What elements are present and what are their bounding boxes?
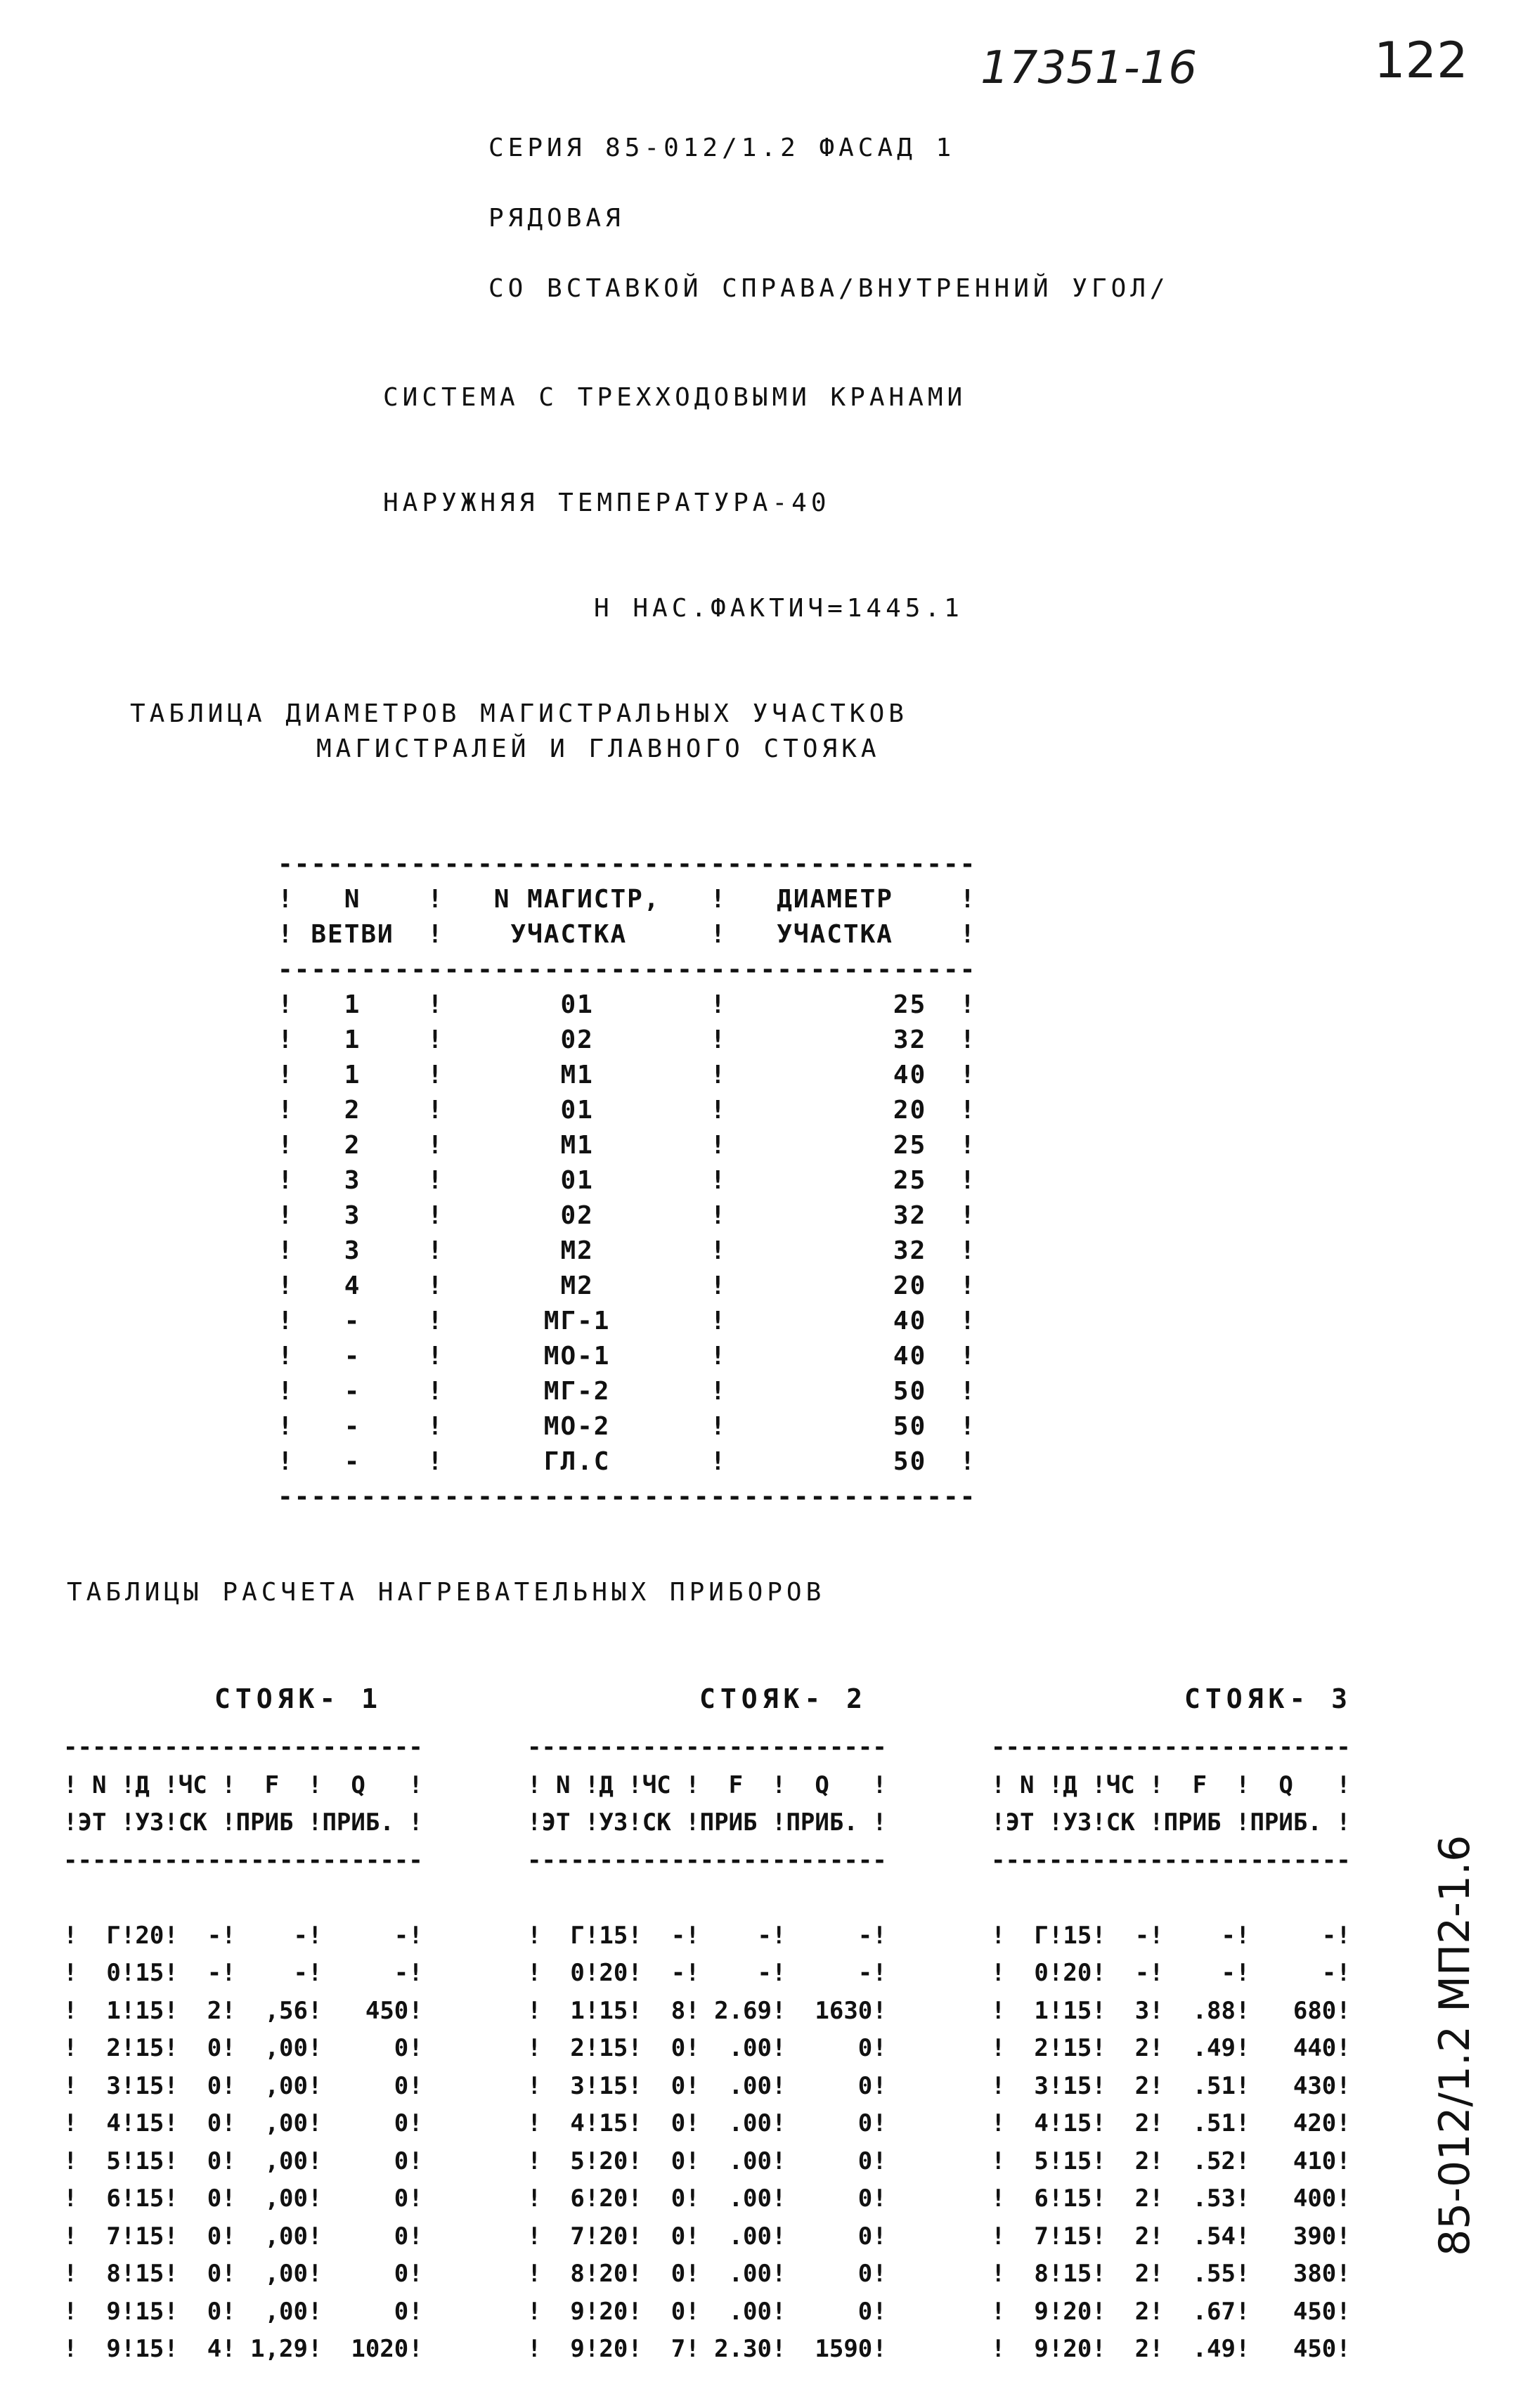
table-header-row: !ЭТ !УЗ!СК !ПРИБ !ПРИБ. ! xyxy=(527,1808,887,1837)
table-header-row: ! N !Д !ЧС ! F ! Q ! xyxy=(991,1771,1351,1799)
table-row: ! 6!20! 0! .00! 0! xyxy=(527,2184,887,2213)
table-row: ! 6!15! 2! .53! 400! xyxy=(991,2184,1351,2213)
table-row: ! 9!15! 4! 1,29! 1020! xyxy=(63,2335,423,2363)
table-row: ! 7!20! 0! .00! 0! xyxy=(527,2222,887,2251)
table-row: ! 0!15! -! -! -! xyxy=(63,1959,423,1987)
riser-3-title: СТОЯК- 3 xyxy=(1184,1683,1353,1714)
table-row: ! 7!15! 2! .54! 390! xyxy=(991,2222,1351,2251)
riser-2-table xyxy=(527,1729,887,2369)
table-header-row: ! N !Д !ЧС ! F ! Q ! xyxy=(63,1771,423,1799)
handwritten-page-number: 122 xyxy=(1374,32,1468,89)
table-row: ! 1!15! 3! .88! 680! xyxy=(991,1996,1351,2025)
table-row: ! 4 ! М2 ! 20 ! xyxy=(278,1271,977,1300)
table-row: ! - ! МО-2 ! 50 ! xyxy=(278,1412,977,1441)
table-row: ! 2!15! 0! ,00! 0! xyxy=(63,2034,423,2062)
table-row: ! - ! МО-1 ! 40 ! xyxy=(278,1342,977,1371)
insert-line: СО ВСТАВКОЙ СПРАВА/ВНУТРЕННИЙ УГОЛ/ xyxy=(488,274,1170,303)
table-rule: ------------------------- xyxy=(991,1733,1351,1761)
table-row: ! 1 ! 01 ! 25 ! xyxy=(278,990,977,1019)
handwritten-document-number: 17351-16 xyxy=(980,42,1198,94)
diameters-title-line-1: ТАБЛИЦА ДИАМЕТРОВ МАГИСТРАЛЬНЫХ УЧАСТКОВ xyxy=(130,699,908,728)
riser-3-table xyxy=(991,1729,1351,2369)
series-line: СЕРИЯ 85-012/1.2 ФАСАД 1 xyxy=(488,134,956,162)
side-stamp: 85-012/1.2 МП2-1.6 xyxy=(1430,1834,1479,2256)
table-row: ! 1 ! 02 ! 32 ! xyxy=(278,1025,977,1054)
system-line: СИСТЕМА С ТРЕХХОДОВЫМИ КРАНАМИ xyxy=(383,383,967,412)
table-row: ! 3!15! 0! ,00! 0! xyxy=(63,2071,423,2100)
diameters-table xyxy=(278,847,976,1515)
table-row: ! 1!15! 2! ,56! 450! xyxy=(63,1996,423,2025)
table-row: ! 0!20! -! -! -! xyxy=(991,1959,1351,1987)
table-row: ! - ! МГ-1 ! 40 ! xyxy=(278,1307,977,1335)
riser-1-table xyxy=(63,1729,423,2369)
table-rule: ------------------------------------------ xyxy=(278,1482,977,1511)
table-row: ! Г!15! -! -! -! xyxy=(991,1921,1351,1950)
table-row: ! 4!15! 0! ,00! 0! xyxy=(63,2109,423,2137)
table-rule: ------------------------------------------ xyxy=(278,850,977,879)
table-row: ! 4!15! 0! .00! 0! xyxy=(527,2109,887,2137)
table-row: ! 5!15! 0! ,00! 0! xyxy=(63,2147,423,2175)
table-row: ! 3!15! 2! .51! 430! xyxy=(991,2071,1351,2100)
table-row: ! 5!15! 2! .52! 410! xyxy=(991,2147,1351,2175)
table-header-row: ! N ! N МАГИСТР, ! ДИАМЕТР ! xyxy=(278,885,977,914)
table-rule: ------------------------- xyxy=(63,1846,423,1875)
table-rule: ------------------------- xyxy=(63,1733,423,1761)
table-row: ! 1 ! М1 ! 40 ! xyxy=(278,1061,977,1089)
table-row: ! 3 ! М2 ! 32 ! xyxy=(278,1236,977,1265)
pump-head-line: Н НАС.ФАКТИЧ=1445.1 xyxy=(594,594,964,623)
table-row: ! 2!15! 2! .49! 440! xyxy=(991,2034,1351,2062)
riser-1-title: СТОЯК- 1 xyxy=(214,1683,383,1714)
table-row: ! - ! МГ-2 ! 50 ! xyxy=(278,1377,977,1406)
table-row: ! Г!15! -! -! -! xyxy=(527,1921,887,1950)
table-row: ! 3 ! 01 ! 25 ! xyxy=(278,1166,977,1195)
table-row: ! 9!15! 0! ,00! 0! xyxy=(63,2297,423,2326)
table-row: ! 1!15! 8! 2.69! 1630! xyxy=(527,1996,887,2025)
table-header-row: !ЭТ !УЗ!СК !ПРИБ !ПРИБ. ! xyxy=(991,1808,1351,1837)
table-row: ! 7!15! 0! ,00! 0! xyxy=(63,2222,423,2251)
table-row: ! Г!20! -! -! -! xyxy=(63,1921,423,1950)
table-row: ! 8!15! 0! ,00! 0! xyxy=(63,2260,423,2288)
table-row: ! 9!20! 0! .00! 0! xyxy=(527,2297,887,2326)
table-header-row: ! ВЕТВИ ! УЧАСТКА ! УЧАСТКА ! xyxy=(278,920,977,949)
table-row: ! 2!15! 0! .00! 0! xyxy=(527,2034,887,2062)
diameters-title-line-2: МАГИСТРАЛЕЙ И ГЛАВНОГО СТОЯКА xyxy=(316,734,881,763)
table-rule: ------------------------- xyxy=(527,1846,887,1875)
table-row: ! 5!20! 0! .00! 0! xyxy=(527,2147,887,2175)
table-rule: ------------------------- xyxy=(527,1733,887,1761)
table-row: ! 6!15! 0! ,00! 0! xyxy=(63,2184,423,2213)
outdoor-temperature-line: НАРУЖНЯЯ ТЕМПЕРАТУРА-40 xyxy=(383,488,831,517)
table-row: ! - ! ГЛ.С ! 50 ! xyxy=(278,1447,977,1476)
type-line: РЯДОВАЯ xyxy=(488,204,625,233)
table-row: ! 4!15! 2! .51! 420! xyxy=(991,2109,1351,2137)
table-row: ! 9!20! 2! .67! 450! xyxy=(991,2297,1351,2326)
riser-2-title: СТОЯК- 2 xyxy=(699,1683,868,1714)
table-row: ! 8!20! 0! .00! 0! xyxy=(527,2260,887,2288)
heaters-title: ТАБЛИЦЫ РАСЧЕТА НАГРЕВАТЕЛЬНЫХ ПРИБОРОВ xyxy=(67,1578,826,1607)
table-row: ! 9!20! 2! .49! 450! xyxy=(991,2335,1351,2363)
table-row: ! 8!15! 2! .55! 380! xyxy=(991,2260,1351,2288)
table-rule: ------------------------- xyxy=(991,1846,1351,1875)
table-header-row: ! N !Д !ЧС ! F ! Q ! xyxy=(527,1771,887,1799)
table-row: ! 0!20! -! -! -! xyxy=(527,1959,887,1987)
table-rule: ------------------------------------------ xyxy=(278,955,977,984)
table-row: ! 9!20! 7! 2.30! 1590! xyxy=(527,2335,887,2363)
table-row: ! 3 ! 02 ! 32 ! xyxy=(278,1201,977,1230)
table-row: ! 2 ! 01 ! 20 ! xyxy=(278,1096,977,1125)
table-row: ! 3!15! 0! .00! 0! xyxy=(527,2071,887,2100)
table-row: ! 2 ! М1 ! 25 ! xyxy=(278,1131,977,1160)
table-header-row: !ЭТ !УЗ!СК !ПРИБ !ПРИБ. ! xyxy=(63,1808,423,1837)
